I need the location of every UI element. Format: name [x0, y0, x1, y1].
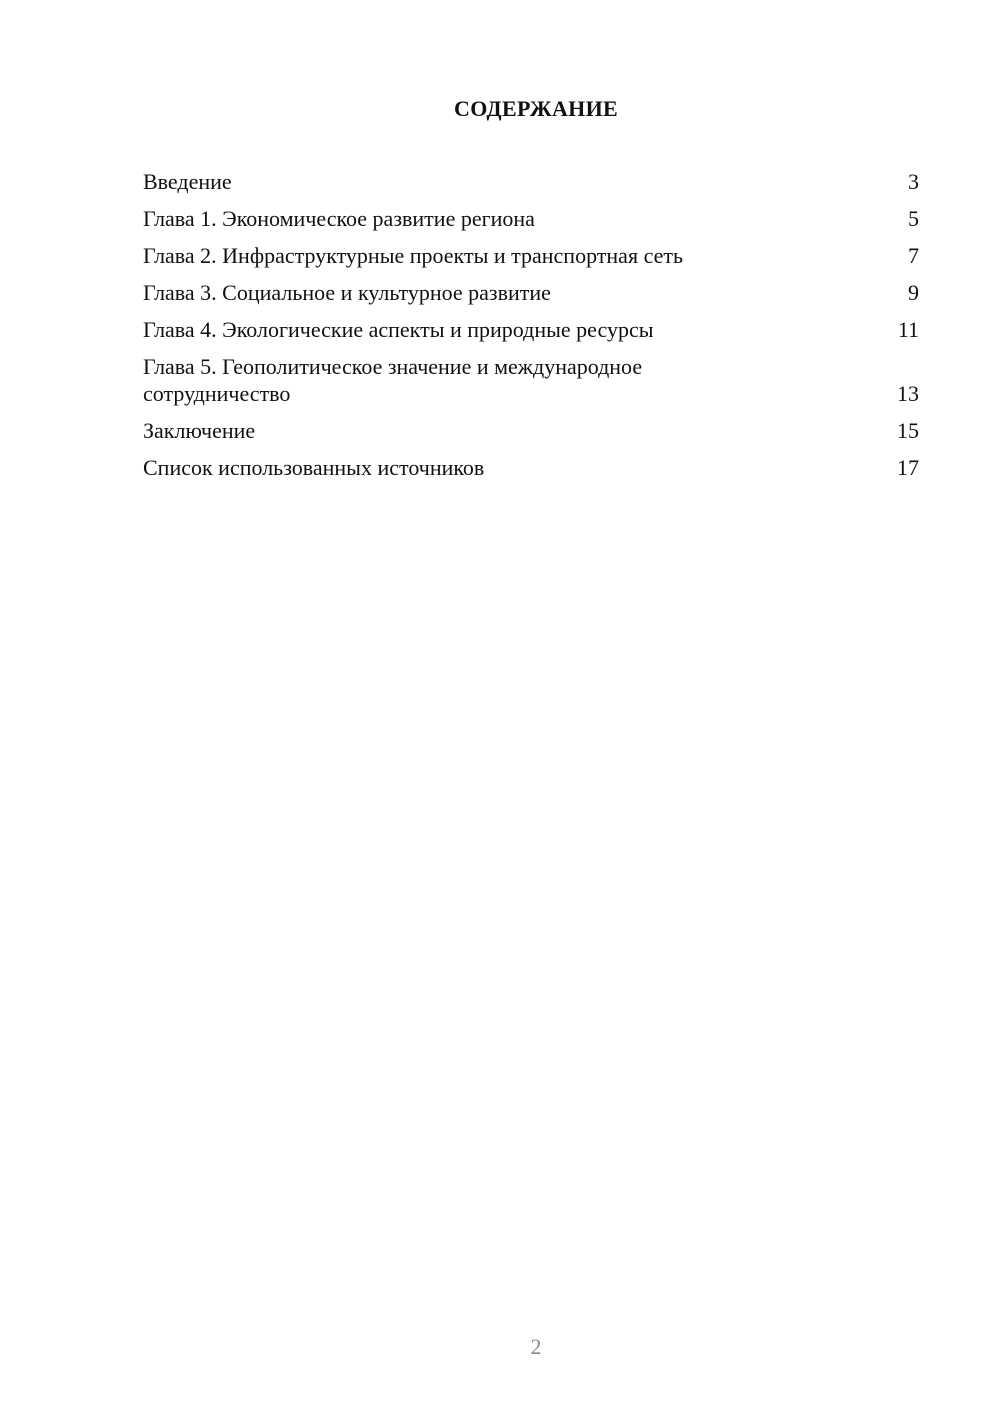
page-title: СОДЕРЖАНИЕ [454, 96, 618, 121]
toc-entry-references [143, 454, 919, 481]
page-number: 2 [530, 1334, 542, 1359]
toc-entry-label: Глава 4. Экологические аспекты и природные ресурсы [143, 317, 654, 342]
toc-entry-conclusion [143, 417, 919, 444]
toc-entry-label: Глава 2. Инфраструктурные проекты и транспортная сеть [143, 243, 684, 268]
toc-entry-chapter-4 [143, 316, 919, 343]
toc-entry-page-number: 15 [897, 418, 919, 443]
toc-entry-page-number: 7 [908, 243, 919, 268]
toc-entry-page-number: 17 [897, 455, 919, 480]
toc-entry-page-number: 11 [897, 317, 919, 342]
toc-entry-page-number: 3 [908, 169, 919, 194]
toc-entry-page-number: 5 [908, 206, 919, 231]
toc-entry-label: Глава 3. Социальное и культурное развитие [143, 280, 551, 305]
toc-entry-page-number: 9 [908, 280, 919, 305]
toc-entry-label: Глава 5. Геополитическое значение и международное сотрудничество [143, 354, 643, 406]
table-of-contents [143, 168, 919, 491]
toc-entry-introduction [143, 168, 919, 195]
toc-entry-chapter-5 [143, 353, 919, 407]
toc-entry-page-number: 13 [897, 381, 919, 406]
toc-entry-label: Введение [143, 169, 232, 194]
toc-entry-label: Список использованных источников [143, 455, 485, 480]
toc-entry-label: Глава 1. Экономическое развитие региона [143, 206, 535, 231]
toc-entry-label: Заключение [143, 418, 256, 443]
toc-entry-chapter-3 [143, 279, 919, 306]
toc-entry-chapter-2 [143, 242, 919, 269]
toc-entry-chapter-1 [143, 205, 919, 232]
